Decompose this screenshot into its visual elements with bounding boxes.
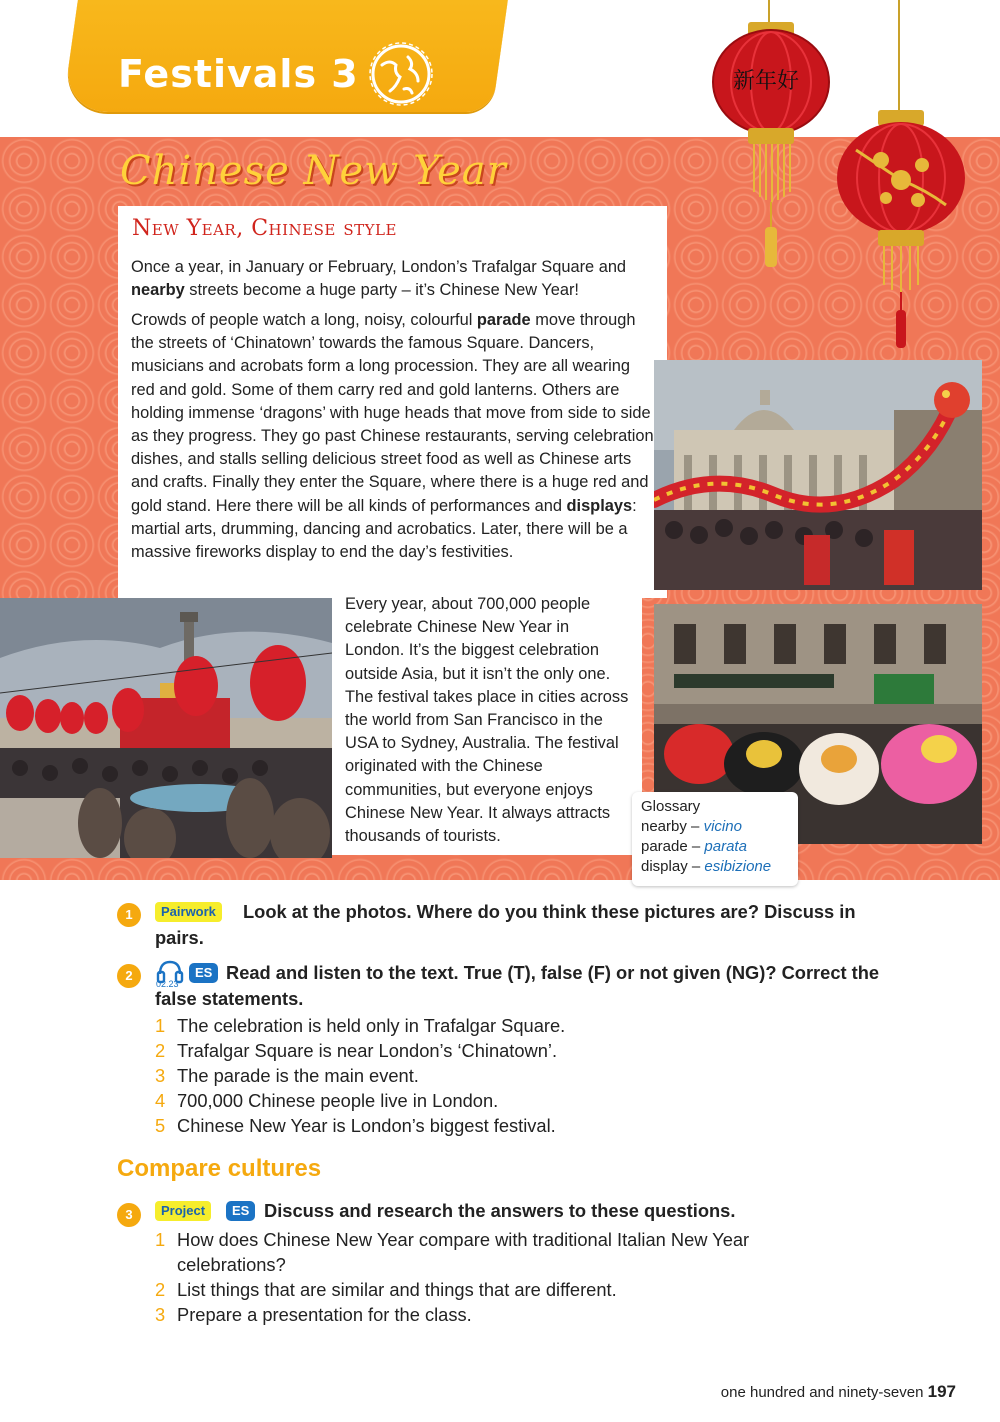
page-number: 197 xyxy=(927,1382,956,1401)
list-item: 2 Trafalgar Square is near London’s ‘Chinatown’. xyxy=(155,1040,558,1061)
exercise-2-instruction: Read and listen to the text. True (T), false (F) or not given (NG)? Correct the false statements. xyxy=(155,962,880,1009)
page-title: Festivals 3 xyxy=(118,52,359,96)
article-paragraph-2: Crowds of people watch a long, noisy, colourful parade move through the streets of ‘Chinatown’ towards the famous Square. Dancers, musicians and acrobats form a long procession. They are all wearing red and gold. Some of them carry red and gold lanterns. Others are holding immense ‘dragons’ with huge heads that move from side to side as they progress. They go past Chinese restaurants, serving celebration dishes, and stalls selling delicious street food as well as Chinese arts and crafts. Finally they enter the Square, where there is a huge red and gold stand. Here there will be all kinds of performances and displays: martial arts, drumming, dancing and acrobatics. Later, there will be a massive fireworks display to end the day’s festivities. xyxy=(131,311,654,562)
exercise-number: 1 xyxy=(117,903,141,927)
glossary-entry: display – esibizione xyxy=(641,858,772,875)
glossary-box xyxy=(632,792,798,886)
article-paragraph-3: Every year, about 700,000 people celebrate Chinese New Year in London. It’s the biggest celebration outside Asia, but it isn’t the only one. The festival takes place in cities across the world from San Francisco in the USA to Sydney, Australia. The festival originated with the Chinese communities, but everyone enjoys Chinese New Year. It always attracts thousands of tourists. xyxy=(345,595,629,846)
exercise-number: 2 xyxy=(117,964,141,988)
list-item: 4 700,000 Chinese people live in London. xyxy=(155,1090,499,1111)
exercise-3-instruction: Discuss and research the answers to these questions. xyxy=(264,1200,736,1221)
photo-dragon-parade xyxy=(654,360,982,590)
section-heading: Compare cultures xyxy=(117,1155,322,1182)
audio-track-number: 02.23 xyxy=(156,979,179,989)
pairwork-badge: Pairwork xyxy=(155,902,222,922)
list-item: 1 The celebration is held only in Trafalgar Square. xyxy=(155,1015,566,1036)
list-item: 5 Chinese New Year is London’s biggest festival. xyxy=(155,1115,556,1136)
glossary-entry: nearby – vicino xyxy=(641,818,742,835)
list-item: 3 Prepare a presentation for the class. xyxy=(155,1304,472,1325)
list-item: 3 The parade is the main event. xyxy=(155,1065,419,1086)
lantern-string xyxy=(898,0,900,115)
banner-heading: Chinese New Year xyxy=(120,148,507,194)
glossary-entry: parade – parata xyxy=(641,838,747,855)
photo-trafalgar-square-lanterns xyxy=(0,598,332,858)
list-item: 2 List things that are similar and things that are different. xyxy=(155,1279,617,1300)
article-title: New Year, Chinese style xyxy=(132,216,397,241)
globe-icon xyxy=(368,41,434,107)
lantern-characters: 新年好 xyxy=(733,69,800,94)
exercise-number: 3 xyxy=(117,1203,141,1227)
glossary-title: Glossary xyxy=(641,798,701,815)
page-footer xyxy=(721,1382,956,1402)
article-paragraph-1: Once a year, in January or February, London’s Trafalgar Square and nearby streets become a huge party – it’s Chinese New Year! xyxy=(131,258,627,300)
es-badge: ES xyxy=(226,1201,255,1221)
lantern-icon xyxy=(696,22,846,282)
exercise-1-instruction: Look at the photos. Where do you think these pictures are? Discuss in pairs. xyxy=(155,901,856,948)
es-badge: ES xyxy=(189,963,218,983)
lantern-icon xyxy=(826,110,976,355)
page-number-words: one hundred and ninety-seven xyxy=(720,1384,924,1401)
project-badge: Project xyxy=(155,1201,211,1221)
list-item: 1 How does Chinese New Year compare with traditional Italian New Year celebrations? xyxy=(155,1229,750,1275)
